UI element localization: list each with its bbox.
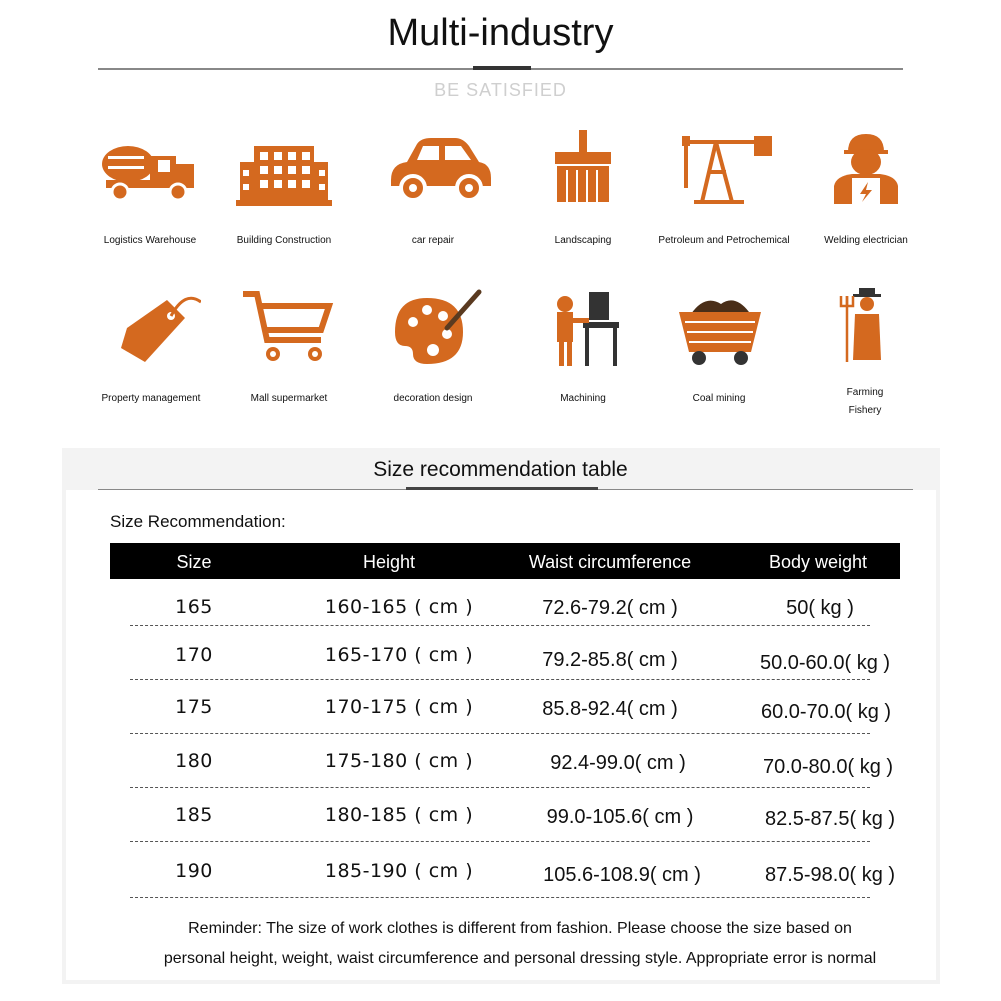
cell-size: 180 bbox=[175, 750, 213, 772]
table-row bbox=[110, 802, 900, 854]
table-row bbox=[110, 640, 900, 692]
industry-label: Property management bbox=[101, 393, 201, 404]
cell-height: 185-190 ( cm ) bbox=[324, 860, 474, 882]
title-divider-accent bbox=[473, 66, 531, 70]
row-divider bbox=[130, 733, 870, 734]
cell-waist: 99.0-105.6( cm ) bbox=[546, 806, 694, 828]
industry-label: Coal mining bbox=[692, 393, 746, 404]
cell-weight: 50.0-60.0( kg ) bbox=[759, 652, 891, 674]
cell-size: 170 bbox=[175, 644, 213, 666]
column-header-weight: Body weight bbox=[768, 552, 868, 572]
shopping-cart-icon bbox=[239, 288, 339, 368]
mine-cart-icon bbox=[669, 288, 769, 368]
cell-size: 165 bbox=[175, 596, 213, 618]
cell-waist: 79.2-85.8( cm ) bbox=[542, 649, 678, 671]
row-divider bbox=[130, 679, 870, 680]
industry-label: Petroleum and Petrochemical bbox=[658, 235, 790, 246]
table-row bbox=[110, 748, 900, 800]
brush-icon bbox=[533, 128, 633, 208]
building-icon bbox=[234, 128, 334, 208]
cell-size: 190 bbox=[175, 860, 213, 882]
industry-label: Building Construction bbox=[236, 235, 332, 246]
cell-weight: 82.5-87.5( kg ) bbox=[764, 808, 896, 830]
worker-icon bbox=[816, 128, 916, 208]
palette-icon bbox=[383, 288, 483, 368]
cell-weight: 60.0-70.0( kg ) bbox=[760, 701, 892, 723]
cell-weight: 70.0-80.0( kg ) bbox=[762, 756, 894, 778]
cell-weight: 87.5-98.0( kg ) bbox=[764, 864, 896, 886]
table-row bbox=[110, 592, 900, 644]
size-title-divider-accent bbox=[406, 487, 598, 490]
industry-label: Welding electrician bbox=[824, 235, 908, 246]
size-recommendation-label: Size Recommendation: bbox=[110, 512, 286, 531]
row-divider bbox=[130, 787, 870, 788]
industry-label: car repair bbox=[411, 235, 455, 246]
cell-waist: 85.8-92.4( cm ) bbox=[542, 698, 678, 720]
cell-waist: 72.6-79.2( cm ) bbox=[542, 597, 678, 619]
cell-height: 165-170 ( cm ) bbox=[324, 644, 474, 666]
size-table-title: Size recommendation table bbox=[373, 458, 628, 481]
cell-waist: 105.6-108.9( cm ) bbox=[543, 864, 701, 886]
row-divider bbox=[130, 625, 870, 626]
table-row bbox=[110, 694, 900, 746]
car-icon bbox=[383, 128, 483, 208]
industry-label-secondary: Fishery bbox=[848, 405, 882, 416]
tag-icon bbox=[101, 288, 201, 368]
column-header-size: Size bbox=[176, 552, 212, 572]
cell-height: 180-185 ( cm ) bbox=[324, 804, 474, 826]
column-header-height: Height bbox=[362, 552, 416, 572]
reminder-text-line-1: Reminder: The size of work clothes is different from fashion. Please choose the size based on bbox=[188, 920, 852, 937]
cell-height: 160-165 ( cm ) bbox=[324, 596, 474, 618]
row-divider bbox=[130, 841, 870, 842]
cell-height: 170-175 ( cm ) bbox=[324, 696, 474, 718]
row-divider bbox=[130, 897, 870, 898]
industry-label: Landscaping bbox=[554, 235, 612, 246]
page-subtitle: BE SATISFIED bbox=[434, 80, 567, 100]
column-header-waist: Waist circumference bbox=[528, 552, 692, 572]
cell-size: 175 bbox=[175, 696, 213, 718]
cell-size: 185 bbox=[175, 804, 213, 826]
cement-truck-icon bbox=[100, 128, 200, 208]
farmer-icon bbox=[815, 286, 915, 366]
industry-label: Farming bbox=[846, 387, 884, 398]
industry-label: Machining bbox=[560, 393, 606, 404]
cell-waist: 92.4-99.0( cm ) bbox=[550, 752, 686, 774]
cell-weight: 50( kg ) bbox=[786, 597, 854, 619]
industry-label: Logistics Warehouse bbox=[103, 235, 197, 246]
industry-label: decoration design bbox=[393, 393, 473, 404]
size-table-header bbox=[110, 543, 900, 579]
table-row bbox=[110, 858, 900, 910]
cell-height: 175-180 ( cm ) bbox=[324, 750, 474, 772]
oil-pump-icon bbox=[674, 128, 774, 208]
industry-label: Mall supermarket bbox=[250, 393, 328, 404]
reminder-text-line-2: personal height, weight, waist circumference and personal dressing style. Appropriate error is normal bbox=[163, 950, 877, 967]
machinist-icon bbox=[533, 288, 633, 368]
page-title: Multi-industry bbox=[387, 12, 614, 54]
